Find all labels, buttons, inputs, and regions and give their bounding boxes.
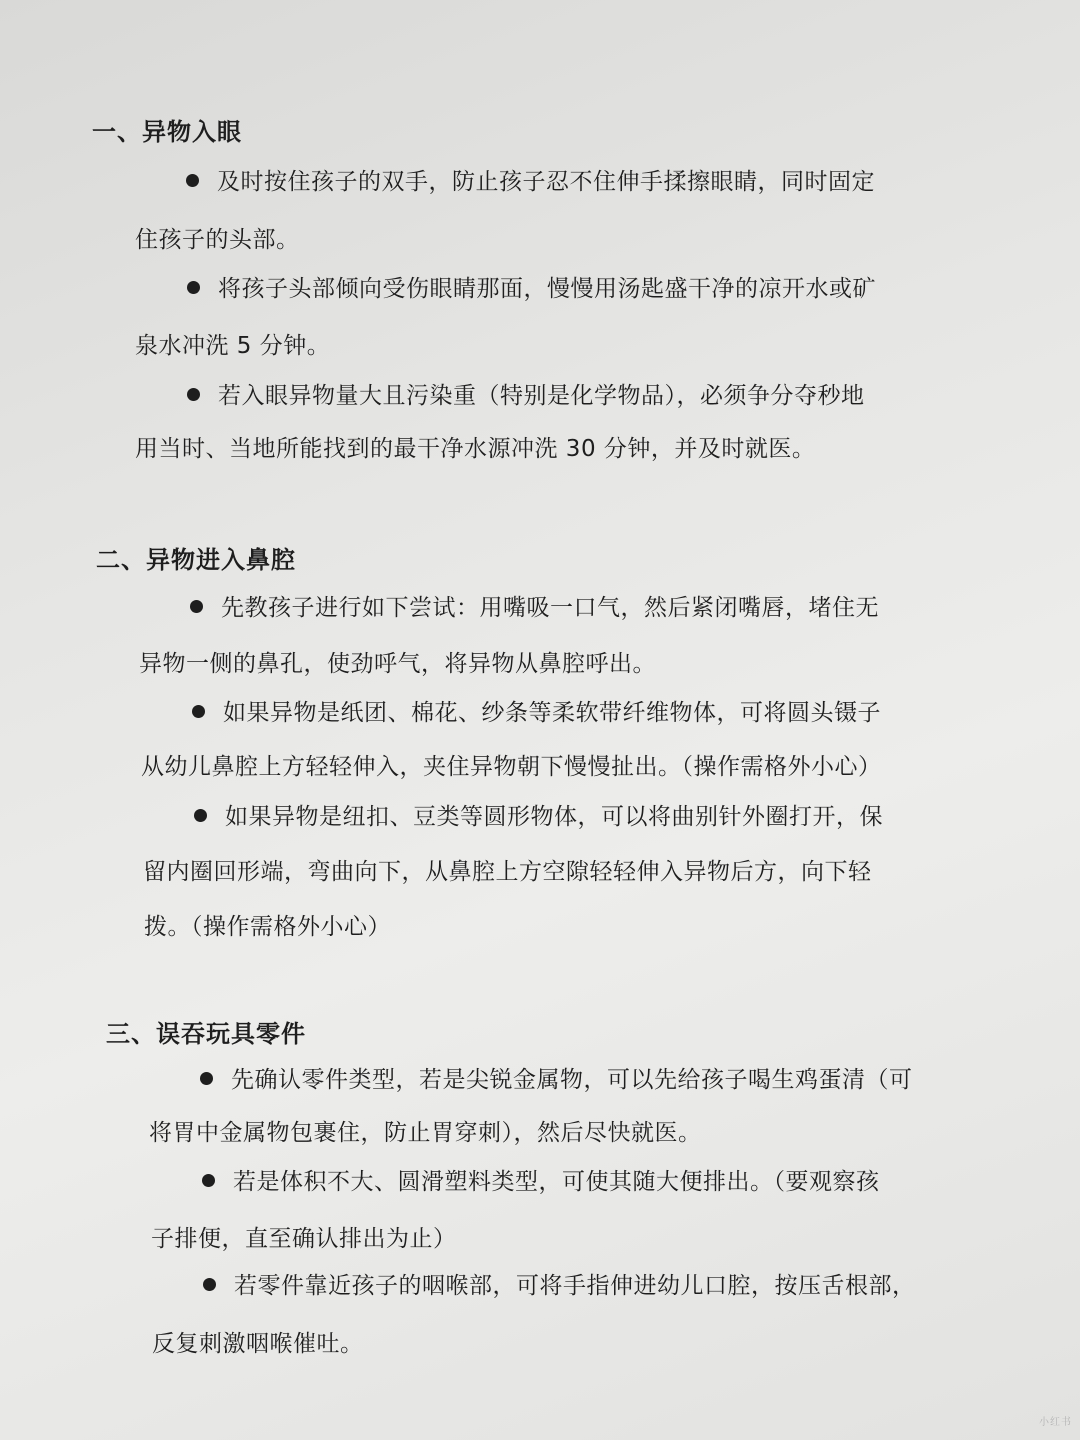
section-2-item-3-line-3: 拨。（操作需格外小心） <box>144 914 391 940</box>
bullet-icon <box>190 600 203 613</box>
section-3-item-2-line-2: 子排便，直至确认排出为止） <box>151 1226 457 1252</box>
section-2-item-3-line-2: 留内圈回形端，弯曲向下，从鼻腔上方空隙轻轻伸入异物后方，向下轻 <box>143 859 872 885</box>
section-3-item-1-line-2: 将胃中金属物包裹住，防止胃穿刺），然后尽快就医。 <box>149 1120 702 1146</box>
bullet-icon <box>186 174 199 187</box>
bullet-icon <box>200 1072 213 1085</box>
bullet-icon <box>203 1278 216 1291</box>
bullet-icon <box>194 809 207 822</box>
bullet-icon <box>187 281 200 294</box>
section-3-item-2-line-1: 若是体积不大、圆滑塑料类型，可使其随大便排出。（要观察孩 <box>202 1163 880 1196</box>
section-2-heading: 二、异物进入鼻腔 <box>96 546 296 574</box>
section-1-item-2-line-2: 泉水冲洗 5 分钟。 <box>135 333 331 359</box>
section-1-item-3-line-1: 若入眼异物量大且污染重（特别是化学物品），必须争分夺秒地 <box>187 377 865 410</box>
section-2-item-1-line-1: 先教孩子进行如下尝试：用嘴吸一口气，然后紧闭嘴唇，堵住无 <box>190 589 879 622</box>
section-2-item-1-line-2: 异物一侧的鼻孔，使劲呼气，将异物从鼻腔呼出。 <box>139 651 656 677</box>
bullet-icon <box>202 1174 215 1187</box>
section-1-item-1-line-2: 住孩子的头部。 <box>135 227 300 253</box>
section-1-item-2-line-1: 将孩子头部倾向受伤眼睛那面，慢慢用汤匙盛干净的凉开水或矿 <box>187 270 876 303</box>
section-2-item-2-line-1: 如果异物是纸团、棉花、纱条等柔软带纤维物体，可将圆头镊子 <box>192 694 881 727</box>
bullet-icon <box>187 388 200 401</box>
section-3-item-3-line-1: 若零件靠近孩子的咽喉部，可将手指伸进幼儿口腔，按压舌根部， <box>203 1267 916 1300</box>
section-1-item-1-line-1: 及时按住孩子的双手，防止孩子忍不住伸手揉擦眼睛，同时固定 <box>186 163 875 196</box>
watermark: 小红书 <box>1039 1417 1072 1428</box>
bullet-icon <box>192 705 205 718</box>
section-3-heading: 三、误吞玩具零件 <box>106 1020 306 1048</box>
section-1-heading: 一、异物入眼 <box>92 118 242 146</box>
section-2-item-3-line-1: 如果异物是纽扣、豆类等圆形物体，可以将曲别针外圈打开，保 <box>194 798 883 831</box>
section-2-item-2-line-2: 从幼儿鼻腔上方轻轻伸入，夹住异物朝下慢慢扯出。（操作需格外小心） <box>141 754 882 780</box>
section-3-item-1-line-1: 先确认零件类型，若是尖锐金属物，可以先给孩子喝生鸡蛋清（可 <box>200 1061 913 1094</box>
section-1-item-3-line-2: 用当时、当地所能找到的最干净水源冲洗 30 分钟，并及时就医。 <box>135 436 816 462</box>
section-3-item-3-line-2: 反复刺激咽喉催吐。 <box>152 1331 364 1357</box>
